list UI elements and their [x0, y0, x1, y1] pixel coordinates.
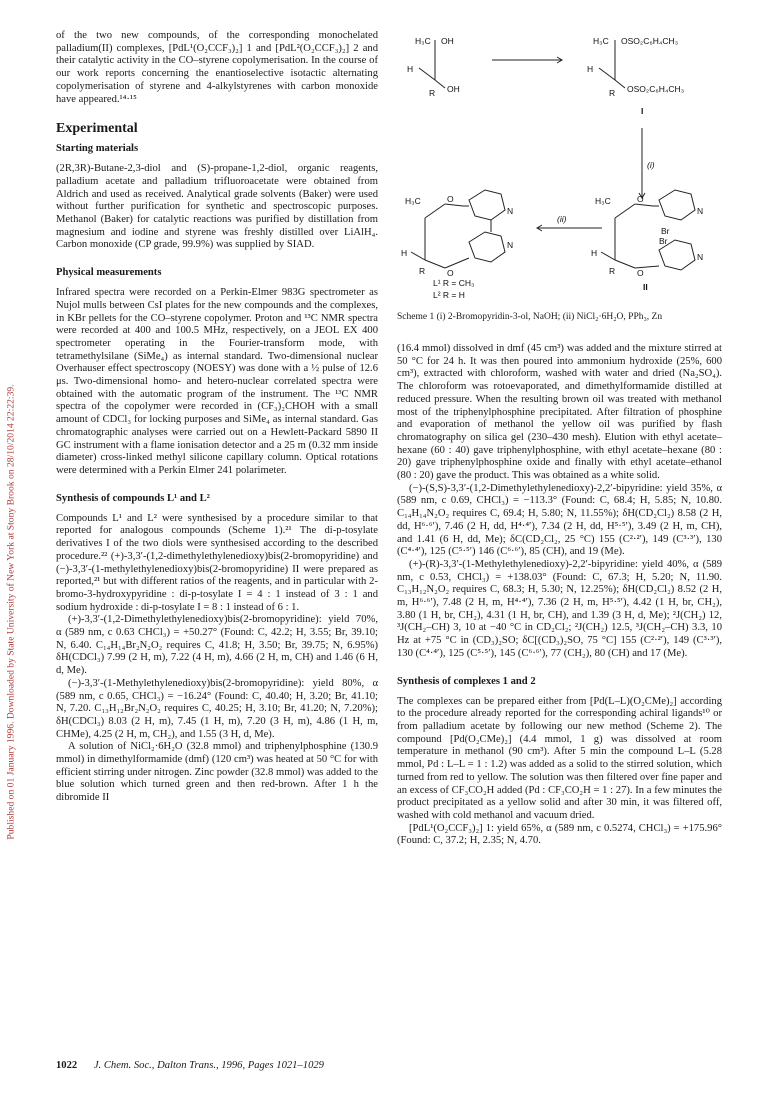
- label-r-1: R: [429, 88, 436, 98]
- label-h-3: H: [401, 248, 408, 258]
- label-n-3: N: [697, 206, 704, 216]
- label-step-ii: (ii): [557, 214, 567, 224]
- label-ots-1: OSO₂C₆H₄CH₃: [621, 36, 679, 46]
- label-r-3: R: [419, 266, 426, 276]
- label-h-4: H: [591, 248, 598, 258]
- label-h-1: H: [407, 64, 414, 74]
- scheme-caption: Scheme 1 (i) 2-Bromopyridin-3-ol, NaOH; (ii) NiCl₂·6H₂O, PPh₃, Zn: [397, 312, 663, 322]
- label-o-3: O: [637, 194, 644, 204]
- label-L2: L² R = H: [433, 290, 465, 300]
- right-paragraph-1: (16.4 mmol) dissolved in dmf (45 cm³) was added and the mixture stirred at 50 °C for 24 h. It was then poured into ammonium hydroxide (25%, 600 cm³), extracted with chloroform, washed with water and dried (Na₂SO₄). The chloroform was rotoevaporated, and dimethylformamide distilled at reduced pressure. When the resulting brown oil was treated with methanol most of the triphenylphosphine precipitated. After filtration of phosphine and evaporation of methanol the yellow oil was purified by flash chromatography on silica gel (230–430 mesh). Elution with ethyl acetate–hexane (60 : 40) gave triphenylphosphine, with ethyl acetate–hexane (80 : 20) gave triphenylphosphine oxide and finally with ethyl acetate–ethanol (80 : 20) gave the product. This was obtained as a white solid.: [397, 343, 722, 482]
- download-note: Published on 01 January 1996. Downloaded by State University of New York at Stony Brook on 28/10/2014 22:22:39.: [5, 384, 17, 840]
- label-oh-1: OH: [441, 36, 454, 46]
- label-h3c-1: H₃C: [415, 36, 431, 46]
- label-br-1: Br: [661, 226, 670, 236]
- synthesis-paragraph-3: (−)-3,3′-(1-Methylethylenedioxy)bis(2-bromopyridine): yield 80%, α (589 nm, c 0.65, CHCl₃) = −16.24° (Found: C, 40.40; H, 3.20; Br, 41.10; N, 7.20. C₁₃H₁₂Br₂N₂O₂ requires C, 40.25; H, 3.10; Br, 41.20; N, 7.20%); δH(CDCl₃) 8.03 (2 H, m), 7.45 (1 H, m), 7.20 (3 H, m), 4.86 (1 H, m, CHMe), 4.25 (2 H, m, CH₂), and 1.55 (3 H, d, Me).: [56, 677, 378, 740]
- label-h3c-2: H₃C: [593, 36, 609, 46]
- intro-paragraph: of the two new compounds, of the corresponding monochelated palladium(II) complexes, [PdL¹(O₂CCF₃)₂] 1 and [PdL²(O₂CCF₃)₂] 2 and their catalytic activity in the CO–styrene copolymerisation. In the course of our work reports concerning the enantioselective isotactic alternating copolymerisation of styrene and 4-alkylstyrenes with carbon monoxide have appeared.¹⁴·¹⁵: [56, 30, 378, 105]
- label-o-2: O: [447, 268, 454, 278]
- page-footer: [56, 1060, 324, 1071]
- label-oh-2: OH: [447, 84, 460, 94]
- page-number: 1022: [56, 1060, 78, 1071]
- synthesis-complexes-heading: Synthesis of complexes 1 and 2: [397, 675, 536, 687]
- label-o-4: O: [637, 268, 644, 278]
- starting-materials-text: (2R,3R)-Butane-2,3-diol and (S)-propane-1,2-diol, organic reagents, palladium acetate and palladium trifluoroacetate were obtained from Aldrich and used as received. Analytical grade solvents (Baker) were used without further purification for synthetic and spectroscopic purposes. Methanol (Baker) for catalytic reactions was purified by distillation from magnesium and iodine and styrene was freshly distilled over LiAlH₄. Carbon monoxide (CP grade, 99.9%) was supplied by SIAD.: [56, 163, 378, 251]
- label-n-1: N: [507, 206, 514, 216]
- label-r-2: R: [609, 88, 616, 98]
- right-paragraph-2: (−)-(S,S)-3,3′-(1,2-Dimethylethylenedioxy)-2,2′-bipyridine: yield 35%, α (589 nm, c 0.69, CHCl₃) = −113.3° (Found: C, 68.4; H, 5.85; N, 10.80. C₁₄H₁₄N₂O₂ requires C, 69.4; H, 5.80; N, 11.55%); δH(CD₂Cl₂) 8.58 (2 H, dd, H⁶·⁶′), 7.46 (2 H, dd, H⁴·⁴′), 7.34 (2 H, dd, H⁵·⁵′), 3.49 (2 H, m, CH), and 1.41 (6 H, dd, Me); δC(CD₂Cl₂, 25 °C) 155 (C²·²′), 149 (C³·³′), 130 (C⁴·⁴′), 125 (C⁵·⁵′) 146 (C⁶·⁶′), 85 (CH), and 19 (Me).: [397, 482, 722, 558]
- label-o-1: O: [447, 194, 454, 204]
- experimental-heading: Experimental: [56, 121, 138, 137]
- journal-citation: J. Chem. Soc., Dalton Trans., 1996, Pages 1021–1029: [93, 1060, 324, 1071]
- label-h3c-4: H₃C: [595, 196, 611, 206]
- right-paragraph-3: (+)-(R)-3,3′-(1-Methylethylenedioxy)-2,2′-bipyridine: yield 40%, α (589 nm, c 0.53, CHCl₃) = +138.03° (Found: C, 67.3; H, 5.20; N, 11.90. C₁₃H₁₂N₂O₂ requires C, 68.3; H, 5.30; N, 12.25%); δH(CD₂Cl₂) 8.52 (2 H, m, H⁶·⁶′), 7.48 (2 H, m, H⁴·⁴′), 7.36 (2 H, m, H⁵·⁵′), 4.42 (1 H, br, CH₂), 3.80 (1 H, br, CH₂), 4.31 (1 H, br, CH), and 1.39 (3 H, d, Me); ²J(CH₂) 12, ³J(CH₂–CH) 3, 10 at −40 °C in CD₂Cl₂; ²J(CH₂) 12.5, ³J(CH₂–CH) 3.3, 10 Hz at +75 °C in (CD₃)₂SO; δC[(CD₃)₂SO, 75 °C] 155 (C²·²′), 149 (C³·³′), 130 (C⁴·⁴′), 125 (C⁵·⁵′), 145 (C⁶·⁶′), 77 (CH₂), 80 (CH) and 17 (Me).: [397, 558, 722, 659]
- left-column: [56, 30, 378, 805]
- physical-measurements-heading: Physical measurements: [56, 267, 162, 279]
- scheme-1-drawing: [397, 28, 727, 308]
- synthesis-paragraph-4: A solution of NiCl₂·6H₂O (32.8 mmol) and triphenylphosphine (130.9 mmol) in dimethylformamide (dmf) (120 cm³) was heated at 50 °C for with efficient stirring under nitrogen. Zinc powder (32.8 mmol) was added to the blue solution which turned green and then red-brown. After 1 h the dibromide II: [56, 741, 378, 804]
- label-n-2: N: [507, 240, 514, 250]
- synthesis-ligands-heading: Synthesis of compounds L¹ and L²: [56, 492, 210, 504]
- right-column: [397, 343, 722, 848]
- label-compound-I: I: [641, 106, 644, 116]
- right-paragraph-4: The complexes can be prepared either from [Pd(L–L)(O₂CMe)₂] according to the procedure already reported for the corresponding achiral ligands¹⁰ or from palladium acetate by following our new method (Scheme 2). The compound [Pd(O₂CMe)₂] (4.4 mmol, 1 g) was dissolved at room temperature in methanol (90 cm³). After 5 min the compound L–L (5.28 mmol, Pd : L–L = 1 : 1.2) was added as a solid to the stirred solution, which turned from red to yellow. The solution was then filtered over fine paper and an excess of CF₃CO₂H added (Pd : CF₃CO₂H = 1 : 27). In a few minutes the product precipitated as a yellow solid and after 30 min, it was filtered off, washed with cold methanol and vacuum dried.: [397, 695, 722, 821]
- label-h-2: H: [587, 64, 594, 74]
- synthesis-paragraph-2: (+)-3,3′-(1,2-Dimethylethylenedioxy)bis(2-bromopyridine): yield 70%, α (589 nm, c 0.63 CHCl₃) = +50.27° (Found: C, 42.2; H, 3.55; Br, 39.10; N, 6.40. C₁₄H₁₄Br₂N₂O₂ requires C, 41.8; H, 3.50; Br, 39.75; N, 6.95%) δH(CDCl₃) 7.99 (2 H, m), 7.22 (4 H, m), 4.66 (2 H, m, CH) and 1.46 (6 H, d, Me).: [56, 614, 378, 677]
- starting-materials-heading: Starting materials: [56, 143, 139, 155]
- synthesis-paragraph-1: Compounds L¹ and L² were synthesised by a procedure similar to that reported for analogous compounds (Scheme 1).²¹ The di-p-tosylate derivatives I of the two diols were synthesised according to the described procedure.²² (+)-3,3′-(1,2-dimethylethylenedioxy)bis(2-bromopyridine) and (−)-3,3′-(1-methylethylenedioxy)bis(2-bromopyridine) II were prepared as reported,²¹ but with different ratios of the reagents, and in particular with 2-bromo-3-hydroxypyridine : di-p-tosylate I = 4 : 1 instead of 3 : 1 and sodium hydroxide : di-p-tosylate I = 8 : 1 instead of 6 : 1.: [56, 512, 378, 613]
- right-paragraph-5: [PdL¹(O₂CCF₃)₂] 1: yield 65%, α (589 nm, c 0.5274, CHCl₃) = +175.96° (Found: C, 37.2; H, 2.35; N, 4.70.: [397, 822, 722, 847]
- download-watermark: [0, 0, 22, 1103]
- label-n-4: N: [697, 252, 704, 262]
- label-ots-2: OSO₂C₆H₄CH₃: [627, 84, 685, 94]
- label-h3c-3: H₃C: [405, 196, 421, 206]
- scheme-1: [397, 28, 727, 338]
- label-L1: L¹ R = CH₃: [433, 278, 475, 288]
- physical-measurements-text: Infrared spectra were recorded on a Perkin-Elmer 983G spectrometer as Nujol mulls between CsI plates for the new compounds and the complexes, in KBr pellets for the CO–styrene copolymer. Proton and ¹³C NMR spectra were recorded at 400 and 100.5 MHz, respectively, on a JEOL EX 400 spectrometer operating in the Fourier-transform mode, with tetramethylsilane (SiMe₄) as internal standard. Two-dimensional nuclear Overhauser effect spectroscopy (NOESY) was done with a ½ pulse of 12.6 μs. Two-dimensional homo- and hetero-nuclear correlated spectra were obtained with the automatic program of the instrument. The ¹³C NMR spectra of the copolymer were recorded in (CF₃)₂CHOH with a small amount of CDCl₃ for locking purposes and SiMe₄ as internal standard. Gas chromatographic analyses were carried out on a Hewlett-Packard 5890 II GC instrument with a flame ionisation detector and a 25 m (0.32 mm inside diameter) cross-linked methyl silicone capillary column. Optical rotations were determined with a Perkin Elmer 241 polarimeter.: [56, 287, 378, 476]
- label-compound-II: II: [643, 282, 648, 292]
- label-step-i: (i): [647, 160, 655, 170]
- label-br-2: Br: [659, 236, 668, 246]
- label-r-4: R: [609, 266, 616, 276]
